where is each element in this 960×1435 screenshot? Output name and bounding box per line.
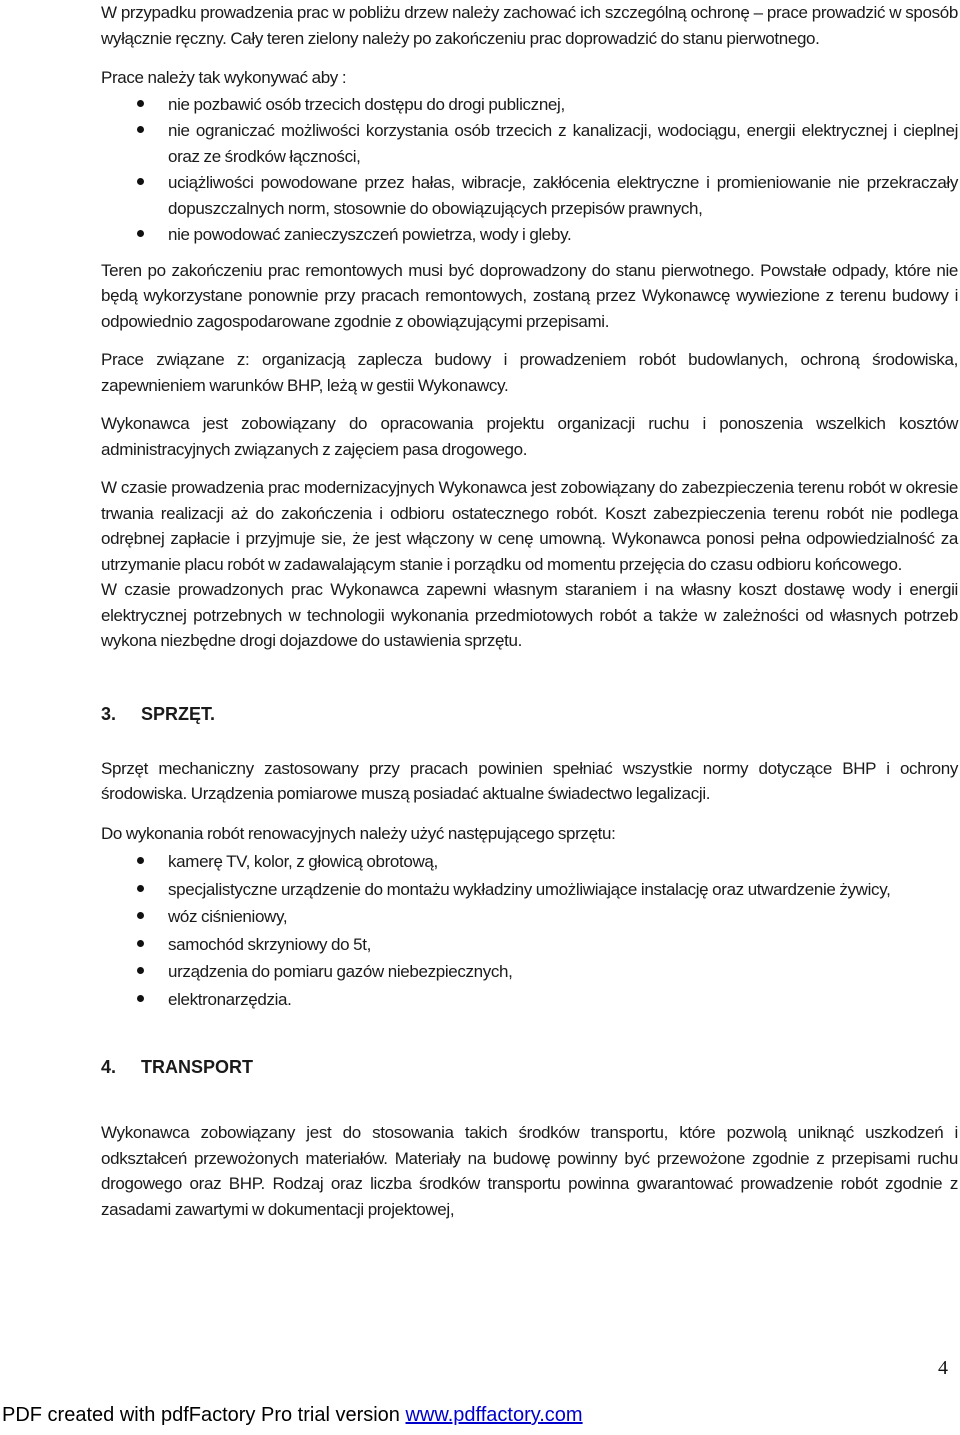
list-item: specjalistyczne urządzenie do montażu wykładziny umożliwiające instalację oraz utwardzenie żywicy, — [168, 877, 958, 903]
paragraph-equipment-norms: Sprzęt mechaniczny zastosowany przy pracach powinien spełniać wszystkie normy dotyczące BHP i ochrony środowiska. Urządzenia pomiarowe muszą posiadać aktualne świadectwo legalizacji. — [101, 758, 958, 803]
page-number: 4 — [938, 1357, 948, 1379]
section-number: 3. — [101, 703, 117, 724]
section-heading-equipment — [101, 701, 958, 727]
paragraph-work-conditions-intro: Prace należy tak wykonywać aby : — [101, 68, 347, 87]
paragraph-transport: Wykonawca zobowiązany jest do stosowania takich środków transportu, które pozwolą uniknąć uszkodzeń i odkształceń przewożonych materiałów. Materiały na budowę powinny być przewożone zgodnie z przepisami ruchu drogowego oraz BHP. Rodzaj oraz liczba środków transportu powinna gwarantować prowadzenie robót zgodnie z zasadami zawartymi w dokumentacji projektowej, — [101, 1123, 958, 1219]
work-conditions-list — [101, 92, 958, 248]
section-number: 4. — [101, 1057, 117, 1077]
list-item: uciążliwości powodowane przez hałas, wibracje, zakłócenia elektryczne i promieniowanie nie przekraczały dopuszczalnych norm, stosownie do obowiązujących przepisów prawnych, — [168, 170, 958, 221]
document-body — [101, 0, 958, 1222]
list-item: kamerę TV, kolor, z głowicą obrotową, — [168, 849, 958, 875]
list-item: urządzenia do pomiaru gazów niebezpiecznych, — [168, 959, 958, 985]
section-title: SPRZĘT. — [141, 703, 216, 724]
list-item: nie pozbawić osób trzecich dostępu do drogi publicznej, — [168, 92, 958, 118]
pdf-footer — [2, 1404, 583, 1427]
paragraph-contractor-scope: Prace związane z: organizacją zaplecza budowy i prowadzeniem robót budowlanych, ochroną środowiska, zapewnieniem warunków BHP, leżą w gestii Wykonawcy. — [101, 350, 958, 395]
footer-link[interactable]: www.pdffactory.com — [405, 1404, 583, 1426]
equipment-list — [101, 849, 958, 1012]
paragraph-trees: W przypadku prowadzenia prac w pobliżu drzew należy zachować ich szczególną ochronę – prace prowadzić w sposób wyłącznie ręczny. Cały teren zielony należy po zakończeniu prac doprowadzić do stanu pierwotnego. — [101, 3, 958, 48]
section-heading-transport — [101, 1054, 958, 1080]
list-item: nie powodować zanieczyszczeń powietrza, wody i gleby. — [168, 222, 958, 248]
list-item: nie ograniczać możliwości korzystania osób trzecich z kanalizacji, wodociągu, energii elektrycznej i cieplnej oraz ze środków łączności, — [168, 118, 958, 169]
list-item: elektronarzędzia. — [168, 987, 958, 1013]
paragraph-equipment-intro: Do wykonania robót renowacyjnych należy użyć następującego sprzętu: — [101, 823, 616, 843]
footer-text: PDF created with pdfFactory Pro trial version — [2, 1404, 406, 1426]
paragraph-traffic-organization: Wykonawca jest zobowiązany do opracowania projektu organizacji ruchu i ponoszenia wszelkich kosztów administracyjnych związanych z zajęciem pasa drogowego. — [101, 414, 958, 459]
list-item: wóz ciśnieniowy, — [168, 904, 958, 930]
paragraph-utilities: W czasie prowadzonych prac Wykonawca zapewni własnym staraniem i na własny koszt dostawę wody i energii elektrycznej potrzebnych w technologii wykonania przedmiotowych robót a także w zależności od własnych potrzeb wykona niezbędne drogi dojazdowe do ustawienia sprzętu. — [101, 580, 958, 650]
paragraph-site-restoration: Teren po zakończeniu prac remontowych musi być doprowadzony do stanu pierwotnego. Powstałe odpady, które nie będą wykorzystane ponownie przy pracach remontowych, zostaną przez Wykonawcę wywiezione z terenu budowy i odpowiednio zagospodarowane zgodnie z obowiązującymi przepisami. — [101, 260, 958, 331]
list-item: samochód skrzyniowy do 5t, — [168, 932, 958, 958]
section-title: TRANSPORT — [141, 1057, 253, 1077]
paragraph-site-security: W czasie prowadzenia prac modernizacyjnych Wykonawca jest zobowiązany do zabezpieczenia terenu robót w okresie trwania realizacji aż do zakończenia i odbioru ostatecznego robót. Koszt zabezpieczenia terenu robót nie podlega odrębnej zapłacie i przyjmuje sie, że jest włączony w cenę umowną. Wykonawca ponosi pełna odpowiedzialność za utrzymanie placu robót w zadawalającym stanie i porządku od momentu przejęcia do czasu odbioru końcowego. — [101, 478, 958, 574]
